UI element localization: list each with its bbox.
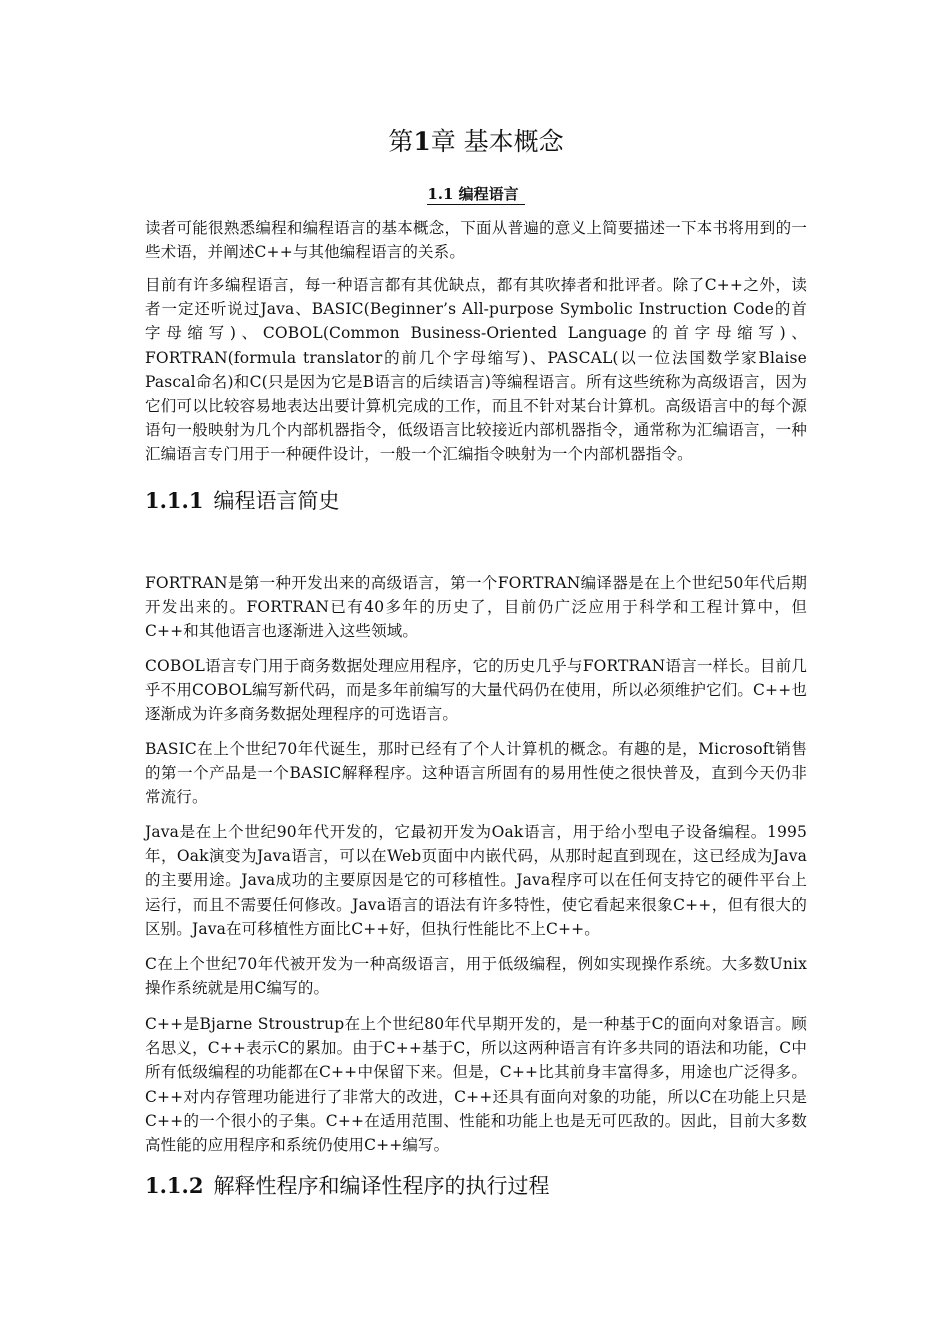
subsection-heading	[145, 486, 807, 516]
history-paragraph: FORTRAN是第一种开发出来的高级语言，第一个FORTRAN编译器是在上个世纪50年代后期开发出来的。FORTRAN已有40多年的历史了，目前仍广泛应用于科学和工程计算中，但C++和其他语言也逐渐进入这些领域。	[145, 574, 807, 641]
history-paragraph: BASIC在上个世纪70年代诞生，那时已经有了个人计算机的概念。有趣的是，Microsoft销售的第一个产品是一个BASIC解释程序。这种语言所固有的易用性使之很快普及，直到今天仍非常流行。	[145, 740, 807, 807]
subsection-number: 1.1.1	[145, 488, 204, 513]
intro-paragraph: 读者可能很熟悉编程和编程语言的基本概念，下面从普遍的意义上简要描述一下本书将用到的一些术语，并阐述C++与其他编程语言的关系。	[145, 219, 807, 262]
subsection-number: 1.1.2	[145, 1173, 204, 1198]
intro-paragraph: 目前有许多编程语言，每一种语言都有其优缺点，都有其吹捧者和批评者。除了C++之外，读者一定还听说过Java、BASIC(Beginner’s All-purpose Symbolic Instruction Code的首字母缩写)、COBOL(Common Business-Oriented Language的首字母缩写)、FORTRAN(formula translator的前几个字母缩写)、PASCAL(以一位法国数学家Blaise Pascal命名)和C(只是因为它是B语言的后续语言)等编程语言。所有这些统称为高级语言，因为它们可以比较容易地表达出要计算机完成的工作，而且不针对某台计算机。高级语言中的每个源语句一般映射为几个内部机器指令，低级语言比较接近内部机器指令，通常称为汇编语言，一种汇编语言专门用于一种硬件设计，一般一个汇编指令映射为一个内部机器指令。	[145, 276, 807, 464]
chapter-number: 1	[413, 127, 431, 156]
history-paragraph: COBOL语言专门用于商务数据处理应用程序，它的历史几乎与FORTRAN语言一样长。目前几乎不用COBOL编写新代码，而是多年前编写的大量代码仍在使用，所以必须维护它们。C++也逐渐成为许多商务数据处理程序的可选语言。	[145, 657, 807, 724]
subsection-title: 解释性程序和编译性程序的执行过程	[213, 1174, 550, 1198]
chapter-title	[145, 124, 807, 160]
section-title	[145, 184, 807, 204]
chapter-name: 章 基本概念	[430, 127, 564, 156]
history-paragraph: Java是在上个世纪90年代开发的，它最初开发为Oak语言，用于给小型电子设备编程。1995年，Oak演变为Java语言，可以在Web页面中内嵌代码，从那时起直到现在，这已经成为Java的主要用途。Java成功的主要原因是它的可移植性。Java程序可以在任何支持它的硬件平台上运行，而且不需要任何修改。Java语言的语法有许多特性，使它看起来很象C++，但有很大的区别。Java在可移植性方面比C++好，但执行性能比不上C++。	[145, 823, 807, 938]
chapter-prefix: 第	[388, 127, 414, 156]
section-title-text: 1.1 编程语言	[427, 185, 524, 205]
history-paragraph: C在上个世纪70年代被开发为一种高级语言，用于低级编程，例如实现操作系统。大多数Unix操作系统就是用C编写的。	[145, 955, 807, 998]
subsection-title: 编程语言简史	[213, 489, 340, 513]
history-paragraph: C++是Bjarne Stroustrup在上个世纪80年代早期开发的，是一种基于C的面向对象语言。顾名思义，C++表示C的累加。由于C++基于C，所以这两种语言有许多共同的语法和功能，C中所有低级编程的功能都在C++中保留下来。但是，C++比其前身丰富得多，用途也广泛得多。C++对内存管理功能进行了非常大的改进，C++还具有面向对象的功能，所以C在功能上只是C++的一个很小的子集。C++在适用范围、性能和功能上也是无可匹敌的。因此，目前大多数高性能的应用程序和系统仍使用C++编写。	[145, 1015, 807, 1155]
subsection-heading	[145, 1171, 807, 1201]
